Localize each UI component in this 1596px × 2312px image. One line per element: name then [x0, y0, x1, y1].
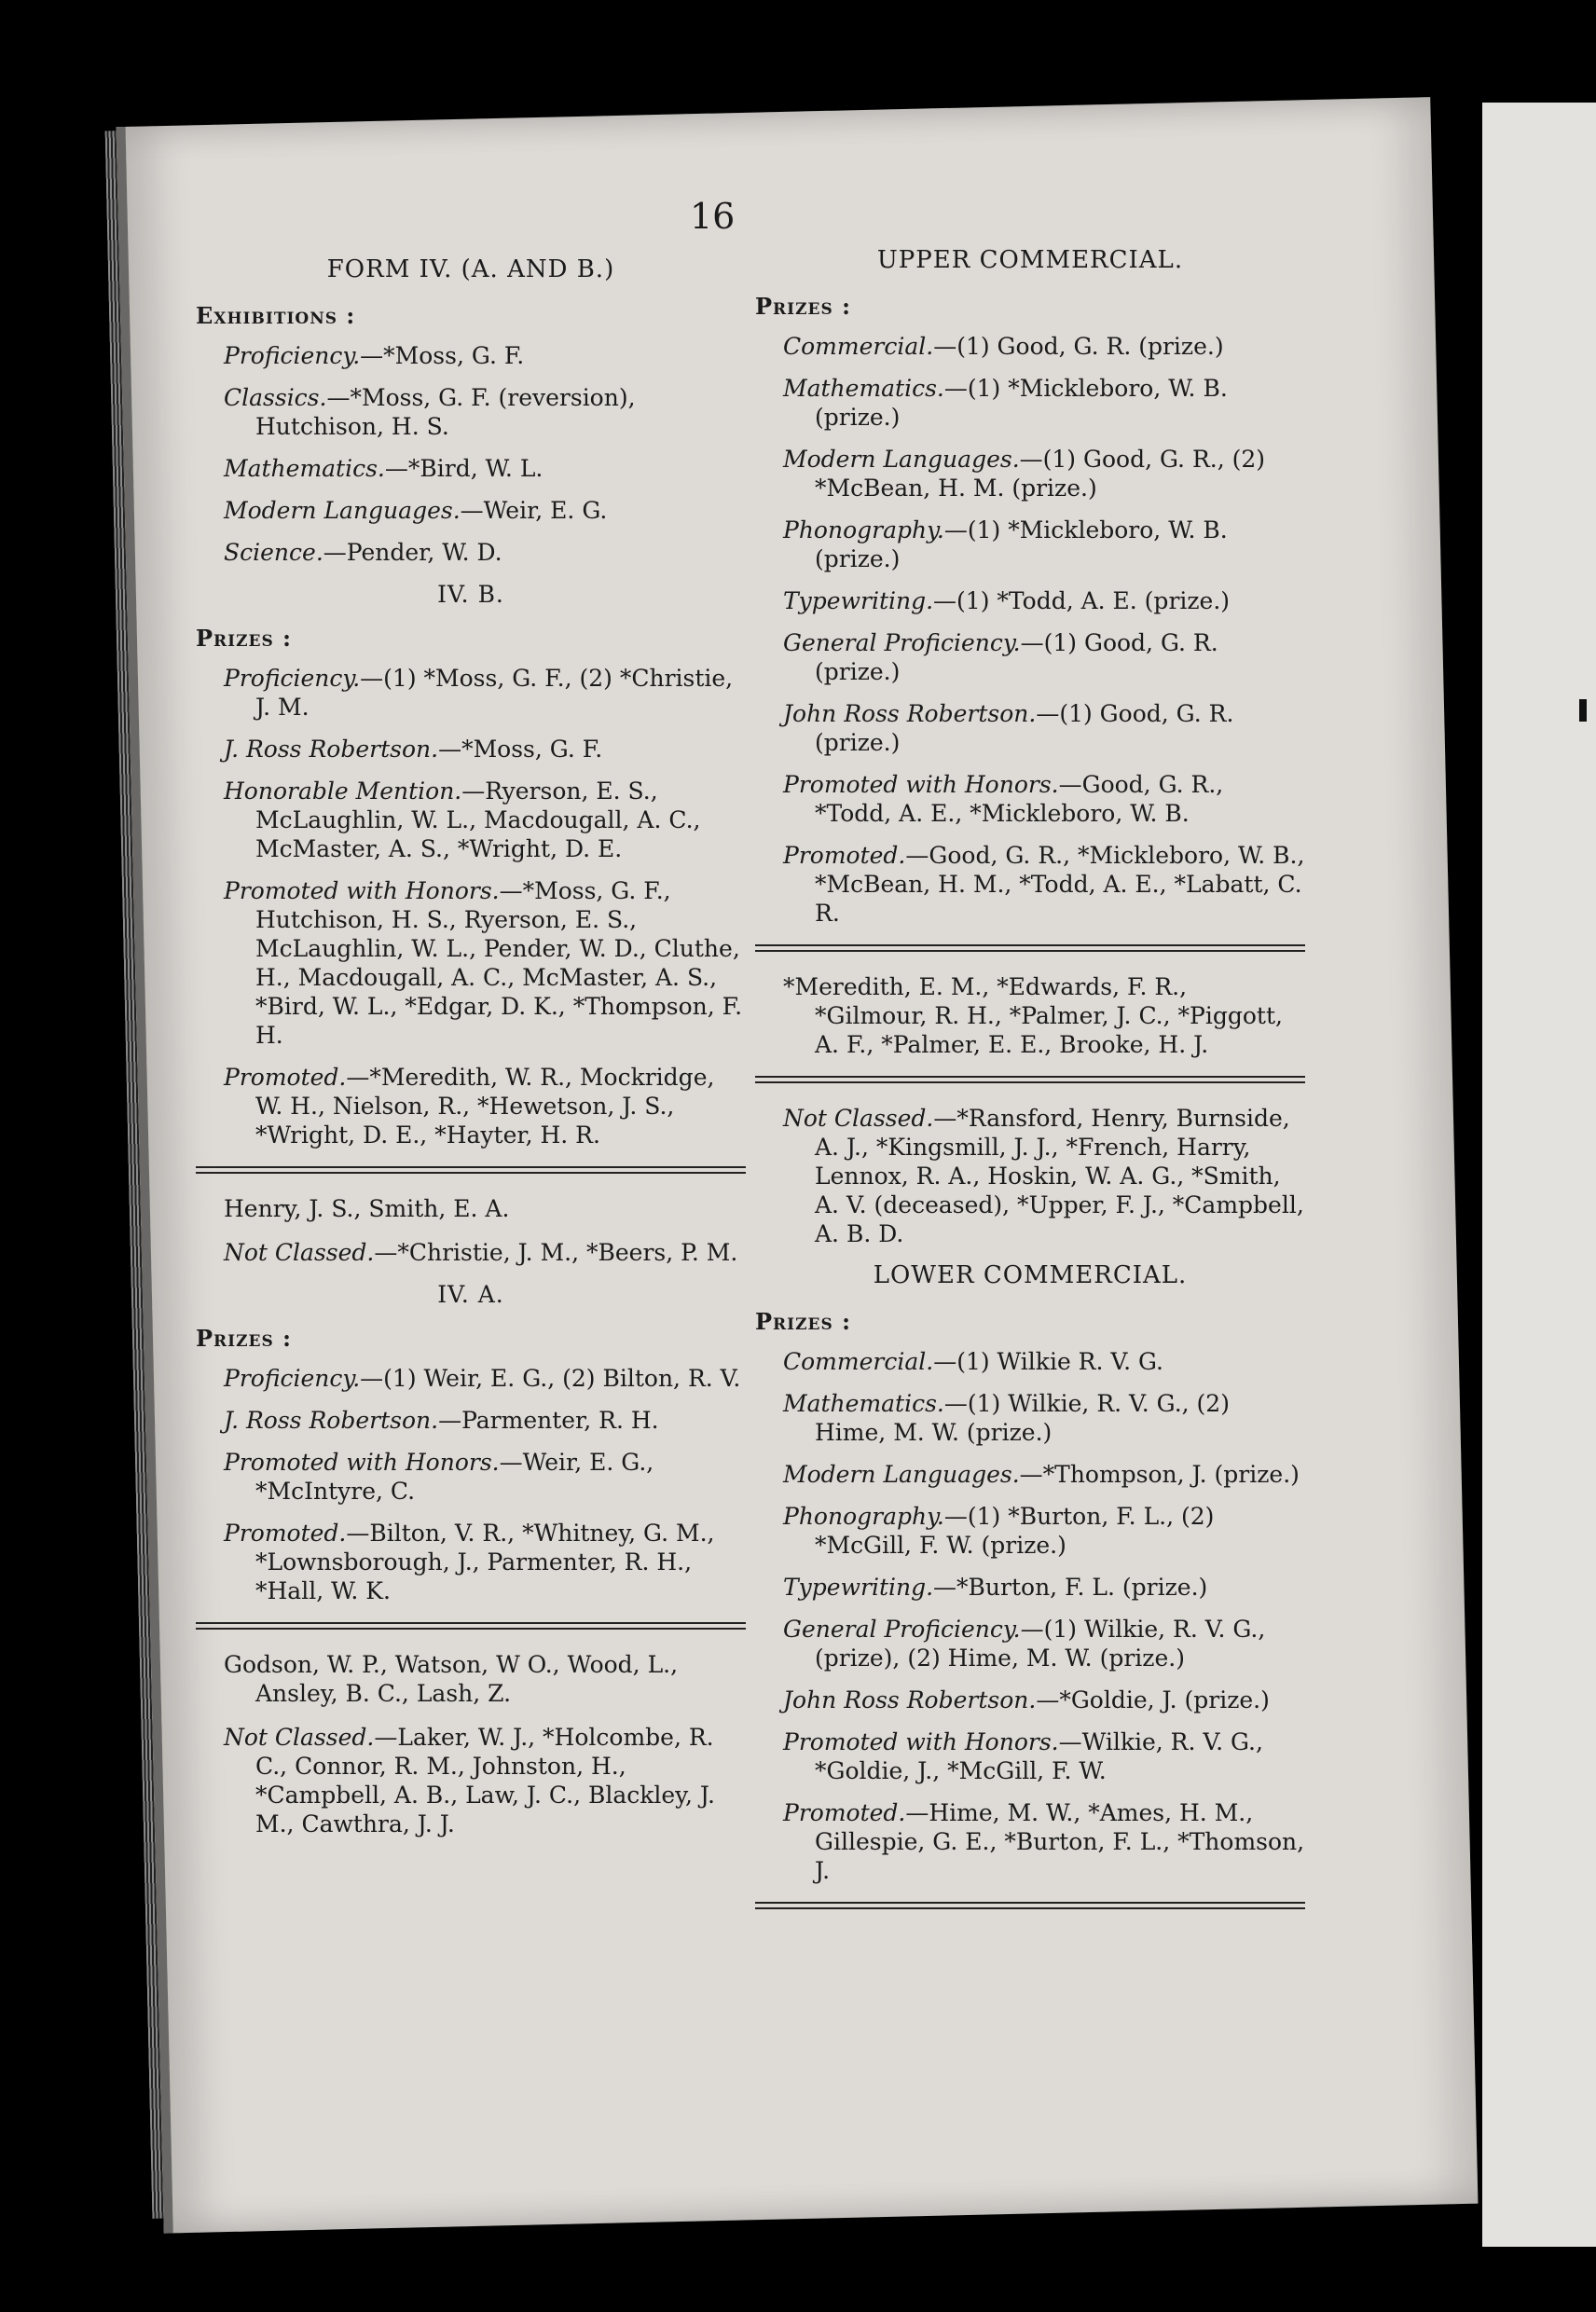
unclassified-names: *Meredith, E. M., *Edwards, F. R., *Gilmour, R. H., *Palmer, J. C., *Piggott, A. F., *Palmer, E. E., Brooke, H. J. — [783, 973, 1283, 1058]
list-item: Proficiency.—*Moss, G. F. — [224, 342, 525, 369]
list-item: Typewriting.—*Burton, F. L. (prize.) — [783, 1574, 1208, 1601]
section-heading-ivb: IV. B. — [437, 581, 504, 608]
double-rule — [755, 1902, 1305, 1909]
list-item: Modern Languages.—(1) Good, G. R., (2) *McBean, H. M. (prize.) — [783, 446, 1266, 502]
ink-mark — [1579, 699, 1587, 722]
list-item: Promoted with Honors.—*Moss, G. F., Hutchison, H. S., Ryerson, E. S., McLaughlin, W. L., Pender, W. D., Cluthe, H., Macdougall, A. C., McMaster, A. S., *Bird, W. L., *Edgar, D. K., *Thompson, F. H. — [224, 877, 743, 1049]
list-item: Proficiency.—(1) Weir, E. G., (2) Bilton, R. V. — [224, 1365, 741, 1392]
upper-commercial-heading: UPPER COMMERCIAL. — [876, 246, 1184, 274]
list-item: Promoted.—Bilton, V. R., *Whitney, G. M., *Lownsborough, J., Parmenter, R. H., *Hall, W. K. — [224, 1520, 715, 1604]
list-item: Science.—Pender, W. D. — [224, 539, 502, 566]
list-item: General Proficiency.—(1) Wilkie, R. V. G., (prize), (2) Hime, M. W. (prize.) — [783, 1616, 1266, 1672]
list-item: Classics.—*Moss, G. F. (reversion), Hutchison, H. S. — [224, 384, 636, 440]
list-item: J. Ross Robertson.—Parmenter, R. H. — [224, 1407, 659, 1434]
upper-prizes-list — [755, 332, 1305, 928]
left-column — [196, 242, 746, 1851]
form-heading: FORM IV. (A. AND B.) — [326, 255, 615, 283]
prizes-label: Prizes : — [196, 625, 292, 652]
double-rule — [196, 1622, 746, 1630]
list-item: Promoted.—*Meredith, W. R., Mockridge, W. H., Nielson, R., *Hewetson, J. S., *Wright, D. E., *Hayter, H. R. — [224, 1064, 715, 1149]
lower-prizes-list — [755, 1347, 1305, 1885]
list-item: Mathematics.—*Bird, W. L. — [224, 455, 543, 482]
prizes-label: Prizes : — [755, 1308, 851, 1335]
list-item: General Proficiency.—(1) Good, G. R. (prize.) — [783, 629, 1218, 685]
iva-prizes-list — [196, 1364, 746, 1605]
list-item: Promoted.—Good, G. R., *Mickleboro, W. B., *McBean, H. M., *Todd, A. E., *Labatt, C. R. — [783, 842, 1305, 927]
list-item: Honorable Mention.—Ryerson, E. S., McLaughlin, W. L., Macdougall, A. C., McMaster, A. S., *Wright, D. E. — [224, 778, 701, 862]
not-classed-entry: Not Classed.—*Christie, J. M., *Beers, P. M. — [224, 1239, 738, 1266]
list-item: Commercial.—(1) Wilkie R. V. G. — [783, 1348, 1164, 1375]
not-classed-entry: Not Classed.—Laker, W. J., *Holcombe, R. C., Connor, R. M., Johnston, H., *Campbell, A. B., Law, J. C., Blackley, J. M., Cawthra, J. J. — [224, 1724, 715, 1837]
list-item: Promoted with Honors.—Good, G. R., *Todd, A. E., *Mickleboro, W. B. — [783, 771, 1224, 827]
list-item: Proficiency.—(1) *Moss, G. F., (2) *Christie, J. M. — [224, 665, 734, 721]
lower-commercial-heading: LOWER COMMERCIAL. — [873, 1261, 1188, 1289]
list-item: Promoted with Honors.—Weir, E. G., *McIntyre, C. — [224, 1449, 654, 1505]
facing-page-edge — [1482, 103, 1596, 2247]
list-item: J. Ross Robertson.—*Moss, G. F. — [224, 736, 603, 763]
list-item: Promoted.—Hime, M. W., *Ames, H. M., Gillespie, G. E., *Burton, F. L., *Thomson, J. — [783, 1799, 1305, 1884]
double-rule — [755, 944, 1305, 952]
exhibitions-label: Exhibitions : — [196, 302, 356, 329]
ivb-prizes-list — [196, 664, 746, 1149]
list-item: Phonography.—(1) *Burton, F. L., (2) *McGill, F. W. (prize.) — [783, 1503, 1215, 1559]
prizes-label: Prizes : — [196, 1325, 292, 1352]
list-item: Typewriting.—(1) *Todd, A. E. (prize.) — [783, 587, 1231, 614]
list-item: Mathematics.—(1) Wilkie, R. V. G., (2) Hime, M. W. (prize.) — [783, 1390, 1230, 1446]
list-item: Commercial.—(1) Good, G. R. (prize.) — [783, 333, 1224, 360]
list-item: Mathematics.—(1) *Mickleboro, W. B. (prize.) — [783, 375, 1228, 431]
list-item: John Ross Robertson.—(1) Good, G. R. (prize.) — [783, 700, 1234, 756]
unclassified-names: Godson, W. P., Watson, W O., Wood, L., Ansley, B. C., Lash, Z. — [224, 1651, 679, 1707]
list-item: Phonography.—(1) *Mickleboro, W. B. (prize.) — [783, 516, 1228, 572]
list-item: John Ross Robertson.—*Goldie, J. (prize.) — [783, 1686, 1270, 1713]
right-column — [755, 233, 1305, 1930]
double-rule — [755, 1076, 1305, 1083]
exhibitions-list — [196, 341, 746, 567]
double-rule — [196, 1166, 746, 1174]
not-classed-entry: Not Classed.—*Ransford, Henry, Burnside, A. J., *Kingsmill, J. J., *French, Harry, Lennox, R. A., Hoskin, W. A. G., *Smith, A. V. (deceased), *Upper, F. J., *Campbell, A. B. D. — [783, 1105, 1304, 1247]
unclassified-names: Henry, J. S., Smith, E. A. — [224, 1195, 510, 1222]
section-heading-iva: IV. A. — [437, 1281, 504, 1308]
list-item: Modern Languages.—Weir, E. G. — [224, 497, 608, 524]
list-item: Modern Languages.—*Thompson, J. (prize.) — [783, 1461, 1300, 1488]
list-item: Promoted with Honors.—Wilkie, R. V. G., *Goldie, J., *McGill, F. W. — [783, 1728, 1263, 1784]
page-number: 16 — [690, 196, 736, 237]
prizes-label: Prizes : — [755, 293, 851, 320]
